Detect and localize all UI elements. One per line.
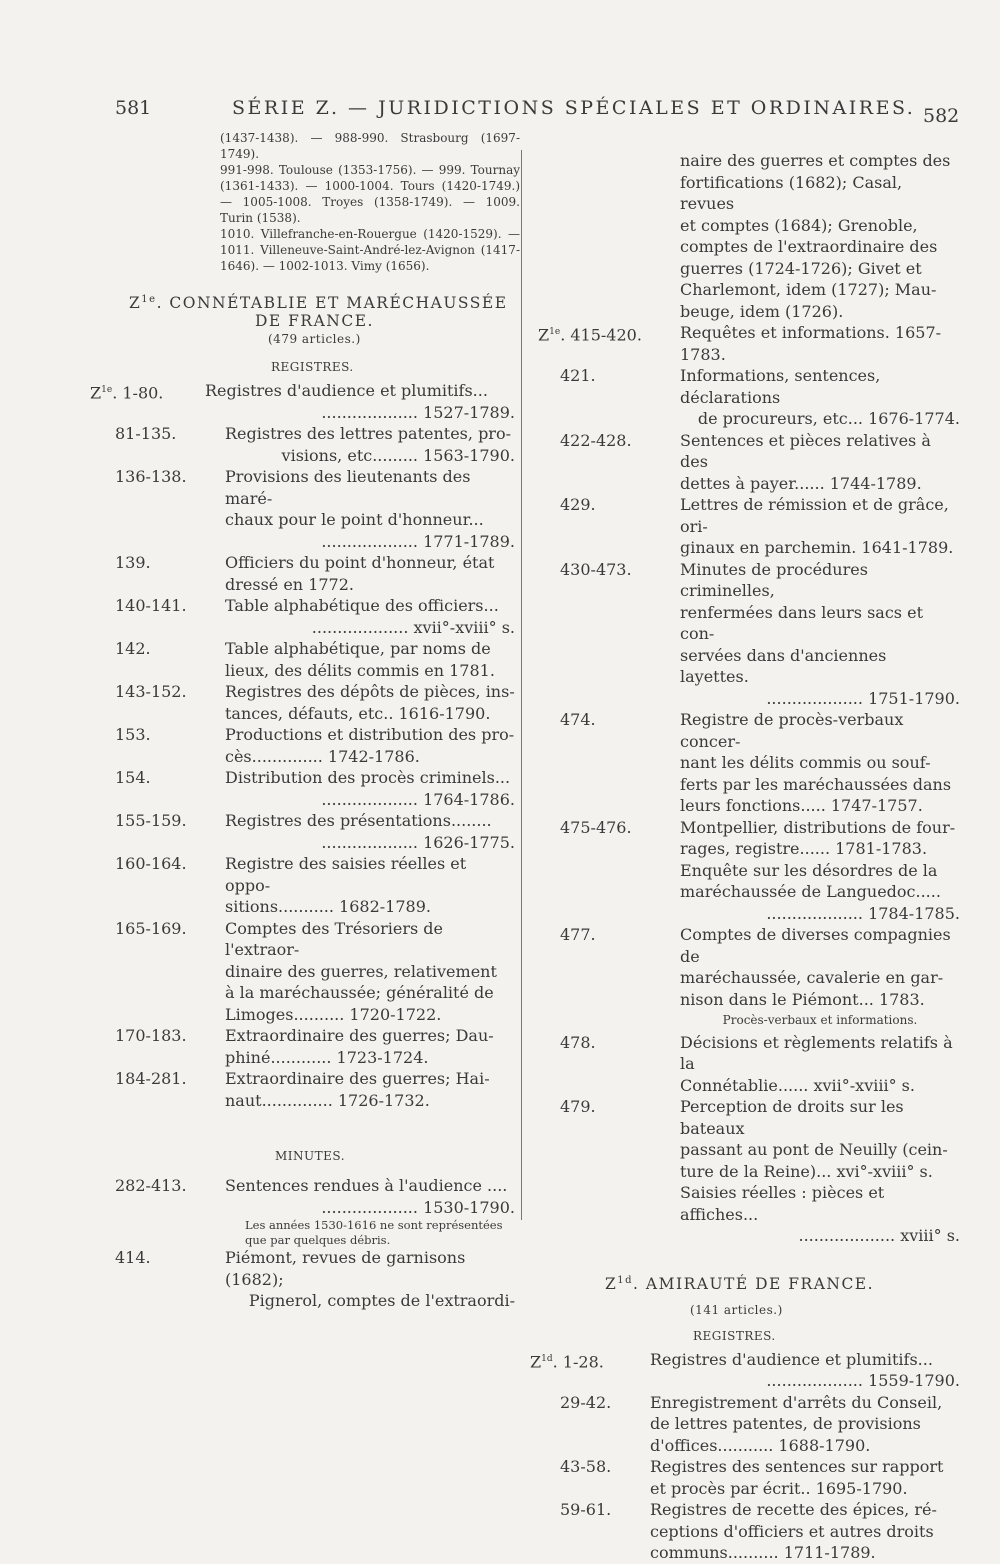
entry: 155-159. Registres des présentations........ ................... 1626-1775. [115,811,515,852]
entry: 136-138. Provisions des lieutenants des maré- chaux pour le point d'honneur... ................... 1771-1789. [115,467,515,551]
entry-number: 160-164. [115,854,187,874]
entry: 184-281. Extraordinaire des guerres; Hai- naut.............. 1726-1732. [115,1069,490,1110]
entry: $Z^{1d}$. 1-28. Registres d'audience et plumitifs... ................... 1559-1790. [530,1349,960,1391]
entry: $Z^{1e}$. 1-80. Registres d'audience et plumitifs... ................... 1527-1789. [90,381,515,422]
entry-number: 155-159. [115,811,187,831]
entry: 139. Officiers du point d'honneur, état dressé en 1772. [115,553,495,594]
entry-number: 143-152. [115,682,187,702]
entry: 422-428. Sentences et pièces relatives à des dettes à payer...... 1744-1789. [530,430,960,495]
entry: 165-169. Comptes des Trésoriers de l'extraor- dinaire des guerres, relativement à la maréchaussée; généralité de Limoges.......... 1720-1722. [115,918,497,1024]
entry: 43-58. Registres des sentences sur rapport et procès par écrit.. 1695-1790. [530,1456,960,1499]
entry-number: 142. [115,639,151,659]
entry: 59-61. Registres de recette des épices, ré- ceptions d'officiers et autres droits communs.......... 1711-1789. [530,1499,960,1564]
entry: 421. Informations, sentences, déclarations de procureurs, etc... 1676-1774. [530,365,960,430]
entry-number: 154. [115,768,151,788]
page-number-left: 581 [115,97,152,119]
entry: 140-141. Table alphabétique des officiers... ................... xvii°-xviii° s. [115,596,515,637]
entry-number: 29-42. [560,1392,612,1412]
continued-entry: naire des guerres et comptes des fortifications (1682); Casal, revues et comptes (1684); Grenoble, comptes de l'extraordinaire des guerres (1724-1726); Givet et Charlemont, idem (1727); Mau- beuge, idem (1726). [680,151,951,321]
entry-number: 282-413. [115,1176,187,1196]
entry-number: 477. [560,925,596,944]
entry-number: 478. [560,1032,596,1052]
entry: 143-152. Registres des dépôts de pièces, ins- tances, défauts, etc.. 1616-1790. [115,682,515,723]
entry: 475-476. Montpellier, distributions de four- rages, registre...... 1781-1783. Enquête sur les désordres de la maréchaussée de Languedoc..... ................... 1784-1785. [530,817,960,925]
entry-subtitle: Procès-verbaux et informations. [722,1013,918,1027]
entry-number: 139. [115,553,151,573]
entry-number: 421. [560,366,596,385]
section-heading-cont: DE FRANCE. [255,312,374,331]
entry: 478. Décisions et règlements relatifs à la Connétablie...... xvii°-xviii° s. [530,1032,960,1097]
entry: 29-42. Enregistrement d'arrêts du Conseil, de lettres patentes, de provisions d'offices........... 1688-1790. [530,1392,960,1457]
entry: 153. Productions et distribution des pro- cès.............. 1742-1786. [115,725,515,766]
entry-number: 479. [560,1097,596,1116]
entry: 154. Distribution des procès criminels... ................... 1764-1786. [115,768,515,809]
entry-number: 43-58. [560,1457,612,1477]
entry: 474. Registre de procès-verbaux concer- nant les délits commis ou souf- ferts par les maréchaussées dans leurs fonctions..... 1747-1757. [530,709,960,817]
entry-number: 170-183. [115,1026,187,1046]
entry-number: 59-61. [560,1500,612,1520]
entry: $Z^{1e}$. 415-420. Requêtes et informations. 1657-1783. [538,323,942,364]
entry-number: $Z^{1e}$. 415-420. [538,325,642,345]
article-count: (479 articles.) [268,332,361,347]
entry-number: 81-135. [115,424,177,444]
entry: 429. Lettres de rémission et de grâce, ori- ginaux en parchemin. 1641-1789. [530,494,960,559]
index-paragraph: 1010. Villefranche-en-Rouergue (1420-1529). — 1011. Villeneuve-Saint-André-lez-Avignon (1417-1646). — 1002-1013. Vimy (1656). [220,227,520,273]
page-number-right: 582 [923,105,960,127]
entry: 477. Comptes de diverses compagnies de maréchaussée, cavalerie en gar- nison dans le Piémont... 1783. Procès-verbaux et informations. [530,924,960,1032]
section-heading: $Z^{1d}$. AMIRAUTÉ DE FRANCE. [605,1274,875,1293]
subsection-heading: REGISTRES. [693,1328,776,1343]
entry-note: Les années 1530-1616 ne sont représentées que par quelques débris. [245,1218,503,1247]
entry-number: 184-281. [115,1069,187,1089]
entry-number: 153. [115,725,151,745]
entry-number: 414. [115,1248,151,1268]
article-count: (141 articles.) [690,1302,783,1317]
column-divider [521,150,522,1220]
entry: 414. Piémont, revues de garnisons (1682); Pignerol, comptes de l'extraordi- [115,1248,515,1311]
entry: 479. Perception de droits sur les bateaux passant au pont de Neuilly (cein- ture de la Reine)... xvi°-xviii° s. Saisies réelles : pièces et affiches... ................... xviii° s. [530,1096,960,1247]
right-column [530,150,960,1564]
running-header: SÉRIE Z. — JURIDICTIONS SPÉCIALES ET ORDINAIRES. [232,97,916,119]
entry-number: 422-428. [560,430,632,450]
entry: 81-135. Registres des lettres patentes, pro- visions, etc......... 1563-1790. [115,424,515,465]
entry-number: 475-476. [560,817,632,837]
entry-number: 429. [560,495,596,514]
entry: 142. Table alphabétique, par noms de lieux, des délits commis en 1781. [115,639,495,680]
entry-number: 474. [560,710,596,729]
subsection-heading: MINUTES. [275,1149,346,1164]
entry-number: $Z^{1e}$. 1-80. [90,383,164,403]
index-paragraph: (1437-1438). — 988-990. Strasbourg (1697-1749). [220,131,520,161]
entry: 282-413. Sentences rendues à l'audience .... ................... 1530-1790. Les années 1530-1616 ne sont représentées que par quelques débris. [115,1176,515,1247]
entry: 430-473. Minutes de procédures criminelles, renfermées dans leurs sacs et con- servées dans d'anciennes layettes. ................... 1751-1790. [530,559,960,710]
index-paragraph: 991-998. Toulouse (1353-1756). — 999. Tournay (1361-1433). — 1000-1004. Tours (1420-1749.) — 1005-1008. Troyes (1358-1749). — 1009. Turin (1538). [220,163,520,225]
entry-number: 165-169. [115,918,187,938]
entry: 170-183. Extraordinaire des guerres; Dau- phiné............ 1723-1724. [115,1026,494,1067]
entry-number: 430-473. [560,559,632,579]
entry-number: 140-141. [115,596,187,616]
subsection-heading: REGISTRES. [271,360,354,375]
entry: 160-164. Registre des saisies réelles et oppo- sitions........... 1682-1789. [115,854,467,917]
section-heading: $Z^{1e}$. CONNÉTABLIE ET MARÉCHAUSSÉE [129,294,508,313]
entry-number: 136-138. [115,467,187,487]
entry-number: $Z^{1d}$. 1-28. [530,1351,604,1371]
left-column [90,130,520,1312]
